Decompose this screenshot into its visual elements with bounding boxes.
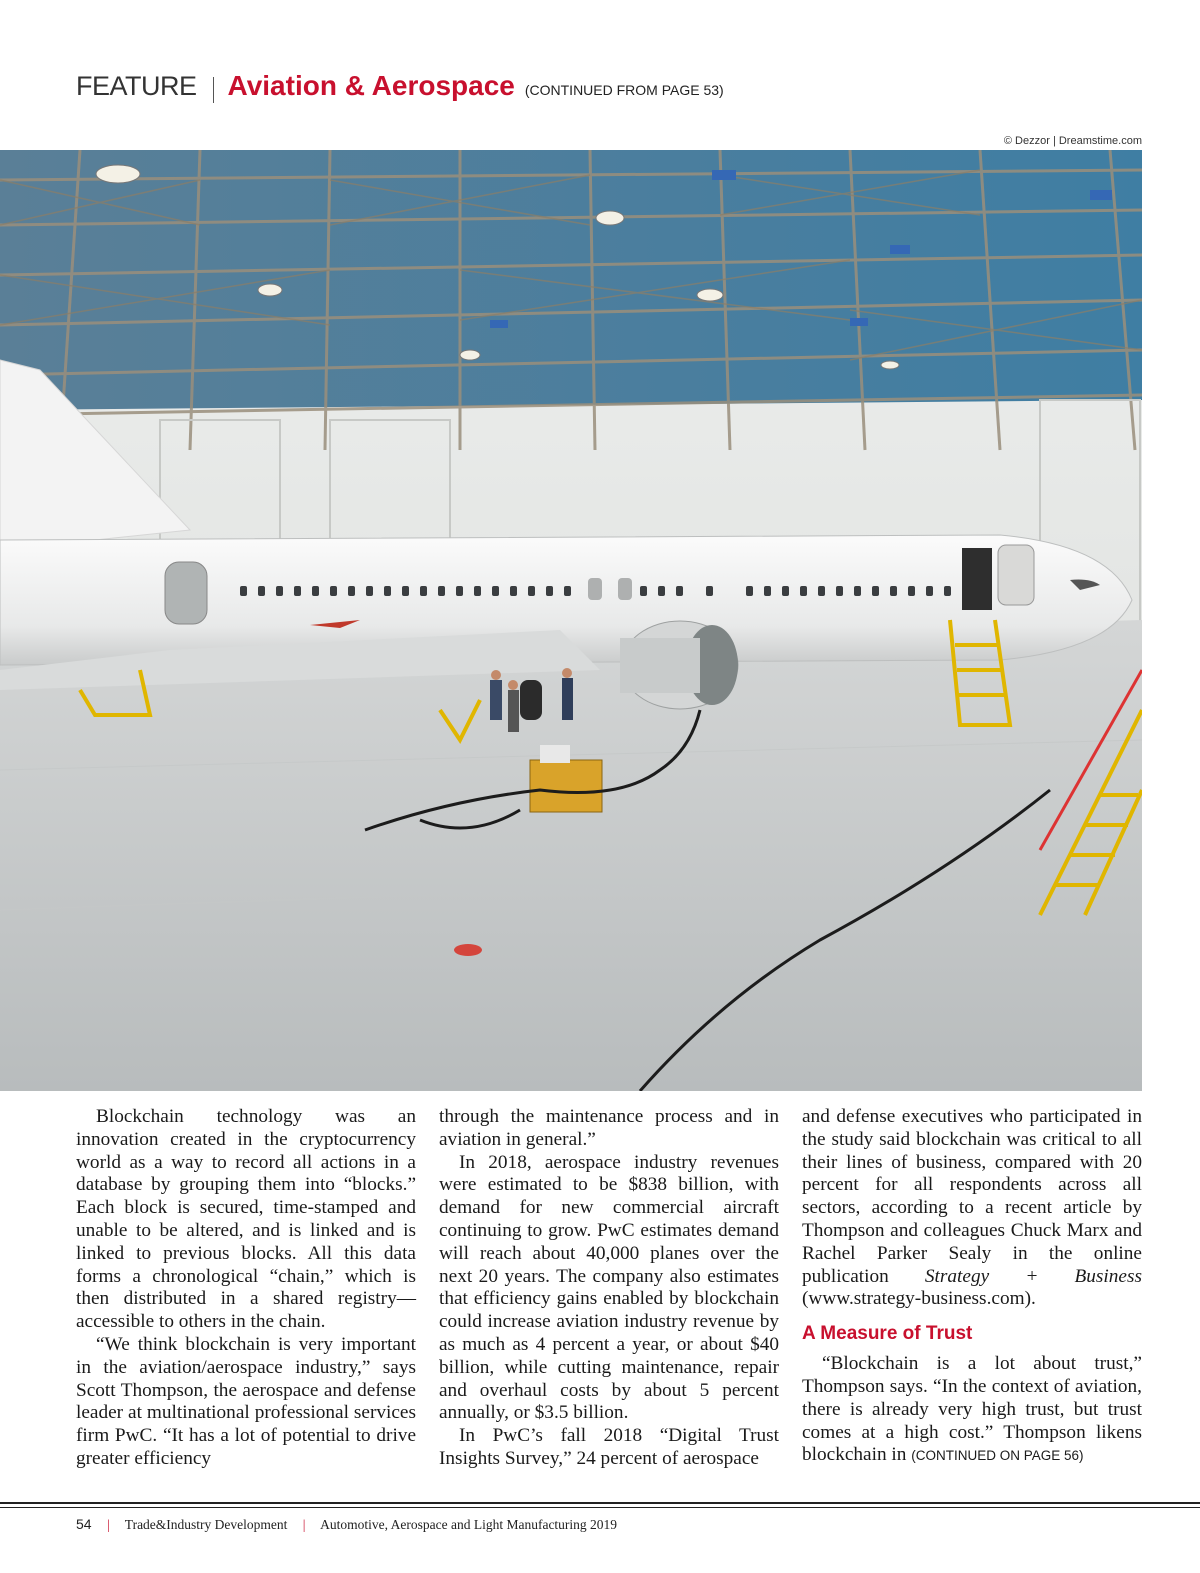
article-paragraph [802,1106,1142,1311]
header-divider [213,77,214,103]
article-paragraph: In PwC’s fall 2018 “Digital Trust Insights Survey,” 24 percent of aerospace [439,1425,779,1469]
section-subhead: A Measure of Trust [802,1323,973,1345]
hangar-photo [0,150,1142,1091]
footer-separator: | [302,1517,306,1532]
article-column-1 [76,1106,416,1471]
article-paragraph: “We think blockchain is very important in the aviation/aerospace industry,” says Scott Thompson, the aerospace and defense leader at multinational professional services firm PwC. “It has a lot of potential to drive greater efficiency [76,1333,416,1469]
feature-label: FEATURE [76,71,197,101]
issue-title: Automotive, Aerospace and Light Manufacturing 2019 [320,1517,618,1532]
continued-on-note: (CONTINUED ON PAGE 56) [911,1448,1084,1464]
page-footer [76,1516,617,1533]
section-title: Aviation & Aerospace [227,70,515,101]
article-column-3 [802,1106,1142,1468]
article-paragraph: through the maintenance process and in aviation in general.” [439,1106,779,1150]
article-paragraph: In 2018, aerospace industry revenues were estimated to be $838 billion, with demand for new commercial aircraft continuing to grow. PwC estimates demand will reach about 40,000 planes over the next 20 years. The company also estimates that efficiency gains enabled by blockchain could increase aviation industry revenue by as much as 4 percent a year, or about $40 billion, while cutting maintenance, repair and overhaul costs by about 5 percent annually, or $3.5 billion. [439,1151,779,1424]
paragraph-text: “Blockchain is a lot about trust,” Thompson says. “In the context of aviation, there is already very high trust, but trust comes at a high cost.” Thompson likens blockchain in [802,1353,1142,1466]
footer-separator: | [106,1517,110,1532]
photo-credit: © Dezzor | Dreamstime.com [1003,135,1142,147]
article-column-2 [439,1106,779,1471]
footer-rule [0,1502,1200,1504]
paragraph-text: and defense executives who participated in the study said blockchain was critical to all their lines of business, compared with 20 percent for all respondents across all sectors, according to a recent article by Thompson and colleagues Chuck Marx and Rachel Parker Sealy in the online publication [802,1106,1142,1287]
publication-title: Trade&Industry Development [124,1517,288,1532]
footer-rule-thin [0,1507,1200,1508]
page-header [76,70,724,110]
paragraph-text: (www.strategy-business.com). [802,1288,1036,1310]
article-paragraph [802,1353,1142,1468]
page-number: 54 [76,1516,92,1532]
article-paragraph: Blockchain technology was an innovation created in the cryptocurrency world as a way to record all actions in a database by grouping them into “blocks.” Each block is secured, time-stamped and unable to be altered, and is linked and is linked to previous blocks. All this data forms a chronological “chain,” which is then distributed in a shared registry—accessible to others in the chain. [76,1106,416,1333]
publication-name: Strategy + Business [924,1265,1142,1287]
continued-from-note: (CONTINUED FROM PAGE 53) [524,82,724,98]
